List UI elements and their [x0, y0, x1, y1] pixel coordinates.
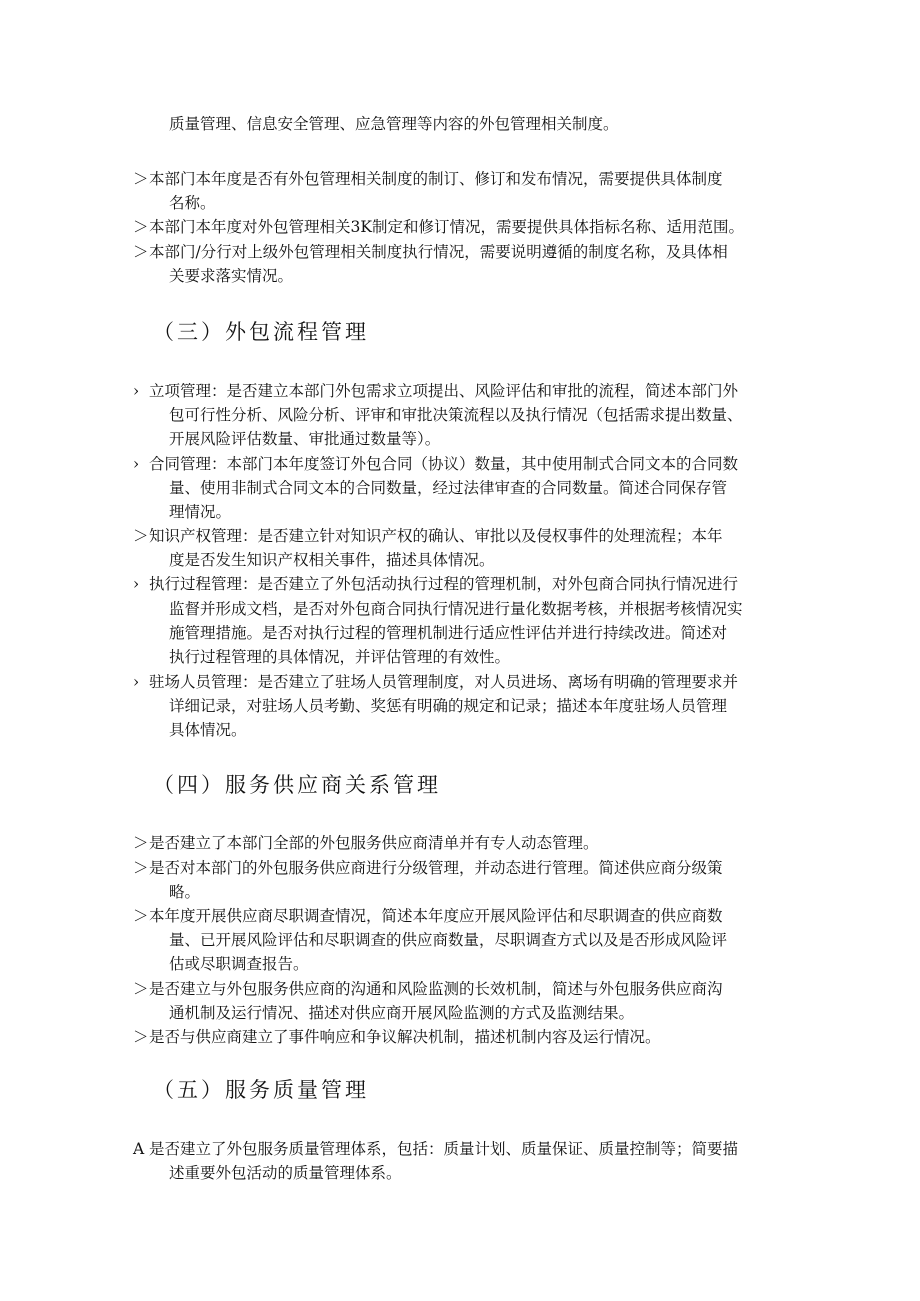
item-marker: ＞	[133, 170, 149, 188]
item-marker: ＞	[133, 980, 149, 998]
item-line: 量、使用非制式合同文本的合同数量，经过法律审查的合同数量。简述合同保存管	[169, 479, 728, 497]
item-line: 本部门本年度是否有外包管理相关制度的制订、修订和发布情况，需要提供具体制度	[149, 170, 723, 188]
intro-line: 质量管理、信息安全管理、应急管理等内容的外包管理相关制度。	[169, 115, 619, 133]
item-line: 述重要外包活动的质量管理体系。	[169, 1164, 402, 1182]
item-line: 通机制及运行情况、描述对供应商开展风险监测的方式及监测结果。	[169, 1004, 635, 1022]
item-line: 包可行性分析、风险分析、评审和审批决策流程以及执行情况（包括需求提出数量、	[169, 406, 743, 424]
list-item	[133, 1137, 738, 1161]
item-line: 执行过程管理：是否建立了外包活动执行过程的管理机制，对外包商合同执行情况进行	[149, 575, 739, 593]
list-item	[133, 379, 738, 403]
list-item	[133, 572, 738, 596]
list-item	[133, 215, 744, 239]
item-marker: ＞	[133, 859, 149, 877]
item-line: 是否建立了本部门全部的外包服务供应商清单并有专人动态管理。	[149, 834, 599, 852]
item-line: 具体情况。	[169, 721, 247, 739]
item-line: 执行过程管理的具体情况，并评估管理的有效性。	[169, 648, 511, 666]
item-line: 监督并形成文档，是否对外包商合同执行情况进行量化数据考核，并根据考核情况实	[169, 600, 743, 618]
item-line: 驻场人员管理：是否建立了驻场人员管理制度，对人员进场、离场有明确的管理要求并	[149, 673, 739, 691]
item-line: 是否建立了外包服务质量管理体系，包括：质量计划、质量保证、质量控制等；简要描	[149, 1140, 739, 1158]
item-marker: ＞	[133, 218, 149, 236]
item-marker: ＞	[133, 1028, 149, 1046]
list-item	[133, 831, 599, 855]
item-line: 是否建立与外包服务供应商的沟通和风险监测的长效机制，简述与外包服务供应商沟	[149, 980, 723, 998]
list-item	[133, 240, 728, 264]
item-line: 理情况。	[169, 503, 232, 521]
item-line: 施管理措施。是否对执行过程的管理机制进行适应性评估并进行持续改进。简述对	[169, 624, 728, 642]
item-marker: ›	[133, 575, 140, 593]
item-line: 立项管理：是否建立本部门外包需求立项提出、风险评估和审批的流程，简述本部门外	[149, 382, 739, 400]
item-marker: A	[133, 1140, 145, 1158]
list-item	[133, 167, 723, 191]
item-marker: ＞	[133, 243, 149, 261]
item-marker: ＞	[133, 907, 149, 925]
list-item	[133, 1025, 661, 1049]
item-marker: ›	[133, 382, 140, 400]
item-line: 度是否发生知识产权相关事件，描述具体情况。	[169, 551, 495, 569]
list-item	[133, 977, 723, 1001]
item-line: 是否与供应商建立了事件响应和争议解决机制，描述机制内容及运行情况。	[149, 1028, 661, 1046]
list-item	[133, 452, 738, 476]
item-line: 略。	[169, 883, 201, 901]
item-line: 是否对本部门的外包服务供应商进行分级管理，并动态进行管理。简述供应商分级策	[149, 859, 723, 877]
section-heading-3: （三）外包流程管理	[153, 320, 369, 344]
item-line: 知识产权管理：是否建立针对知识产权的确认、审批以及侵权事件的处理流程；本年	[149, 527, 723, 545]
item-line: 关要求落实情况。	[169, 267, 294, 285]
item-line: 估或尽职调查报告。	[169, 955, 309, 973]
list-item	[133, 670, 738, 694]
item-marker: ＞	[133, 834, 149, 852]
item-line: 名称。	[169, 194, 216, 212]
item-line: 详细记录，对驻场人员考勤、奖惩有明确的规定和记录；描述本年度驻场人员管理	[169, 697, 728, 715]
item-marker: ＞	[133, 527, 149, 545]
item-line: 本部门/分行对上级外包管理相关制度执行情况，需要说明遵循的制度名称，及具体相	[149, 243, 728, 261]
list-item	[133, 524, 723, 548]
list-item	[133, 856, 723, 880]
item-marker: ›	[133, 455, 140, 473]
item-line: 量、已开展风险评估和尽职调查的供应商数量，尽职调查方式以及是否形成风险评	[169, 931, 728, 949]
item-marker: ›	[133, 673, 140, 691]
item-line: 本部门本年度对外包管理相关3K制定和修订情况，需要提供具体指标名称、适用范围。	[149, 218, 744, 236]
item-line: 开展风险评估数量、审批通过数量等）。	[169, 430, 441, 448]
item-line: 合同管理：本部门本年度签订外包合同（协议）数量，其中使用制式合同文本的合同数	[149, 455, 739, 473]
section-heading-5: （五）服务质量管理	[153, 1078, 369, 1102]
section-heading-4: （四）服务供应商关系管理	[153, 773, 441, 797]
item-line: 本年度开展供应商尽职调查情况，简述本年度应开展风险评估和尽职调查的供应商数	[149, 907, 723, 925]
list-item	[133, 904, 723, 928]
